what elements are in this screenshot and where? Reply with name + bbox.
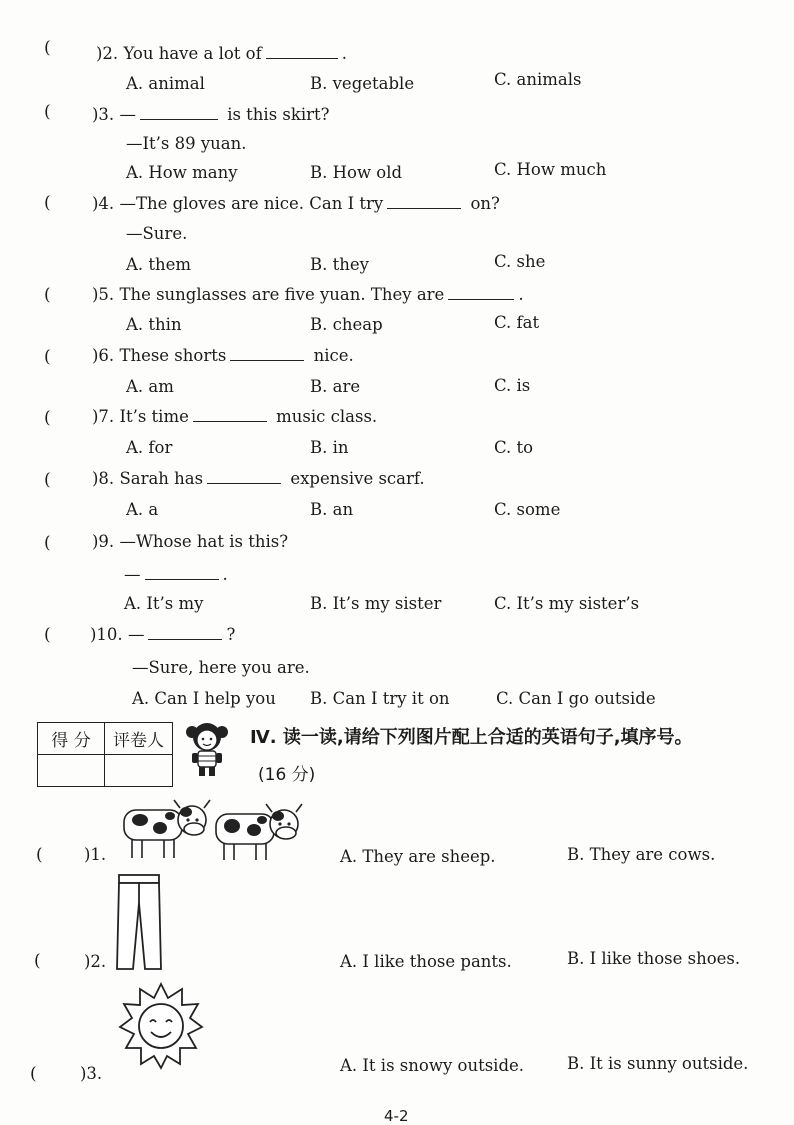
grader-cell[interactable] xyxy=(105,755,173,787)
page-number: 4-2 xyxy=(384,1107,409,1125)
grader-header: 评卷人 xyxy=(105,723,173,755)
question-number: )10. xyxy=(90,625,123,644)
question-text: —The gloves are nice. Can I try xyxy=(119,194,384,213)
question-text: It’s time xyxy=(119,407,189,426)
picture-question-number: )3. xyxy=(80,1064,103,1083)
answer-blank[interactable] xyxy=(140,105,218,120)
question-tail: expensive scarf. xyxy=(290,469,425,488)
option-b: B. Can I try it on xyxy=(310,689,450,708)
option-b: B. I like those shoes. xyxy=(567,949,741,968)
option-b: B. cheap xyxy=(310,315,383,334)
question-number: )8. xyxy=(92,469,115,488)
picture-question-number: )1. xyxy=(84,845,107,864)
question-text: The sunglasses are five yuan. They are xyxy=(119,285,445,304)
question-text: Sarah has xyxy=(119,469,204,488)
reply: —Sure. xyxy=(126,224,188,243)
option-c: C. animals xyxy=(494,70,582,89)
option-b: B. How old xyxy=(310,163,403,182)
answer-paren: ( xyxy=(44,102,51,122)
option-a: A. them xyxy=(126,255,192,274)
question-tail: . xyxy=(518,285,524,304)
option-b: B. It is sunny outside. xyxy=(567,1054,749,1073)
question-8 xyxy=(92,469,425,489)
option-c: C. fat xyxy=(494,313,540,332)
option-a: A. Can I help you xyxy=(132,689,276,708)
question-number: )2. xyxy=(96,44,119,63)
answer-blank[interactable] xyxy=(193,407,267,422)
answer-paren: ( xyxy=(44,533,51,553)
question-text: You have a lot of xyxy=(123,44,262,63)
reply: —It’s 89 yuan. xyxy=(126,134,247,153)
option-a: A. thin xyxy=(126,315,182,334)
question-text: is this skirt? xyxy=(227,105,330,124)
answer-paren: ( xyxy=(44,408,51,428)
option-b: B. vegetable xyxy=(310,74,415,93)
answer-paren: ( xyxy=(44,625,51,645)
question-number: )7. xyxy=(92,407,115,426)
question-tail: nice. xyxy=(313,346,354,365)
option-a: A. How many xyxy=(126,163,238,182)
cows-icon xyxy=(118,796,300,862)
score-header: 得 分 xyxy=(38,723,105,755)
dash: — xyxy=(119,105,136,124)
answer-blank[interactable] xyxy=(266,44,338,59)
question-9 xyxy=(92,532,288,552)
answer-blank[interactable] xyxy=(145,565,219,580)
question-number: )6. xyxy=(92,346,115,365)
question-10 xyxy=(90,625,235,645)
option-a: A. They are sheep. xyxy=(340,847,496,866)
answer-paren: ( xyxy=(44,285,51,305)
option-c: C. she xyxy=(494,252,546,271)
question-number: )3. xyxy=(92,105,115,124)
answer-paren: ( xyxy=(44,193,51,213)
option-b: B. They are cows. xyxy=(567,845,716,864)
question-7 xyxy=(92,407,377,427)
question-3 xyxy=(92,105,330,125)
question-4 xyxy=(92,194,500,214)
score-cell[interactable] xyxy=(38,755,105,787)
option-b: B. It’s my sister xyxy=(310,594,442,613)
score-table xyxy=(37,722,173,787)
question-number: )9. xyxy=(92,532,115,551)
option-c: C. It’s my sister’s xyxy=(494,594,640,613)
option-b: B. in xyxy=(310,438,349,457)
option-a: A. a xyxy=(126,500,159,519)
option-b: B. are xyxy=(310,377,361,396)
option-b: B. they xyxy=(310,255,369,274)
question-tail: ? xyxy=(226,625,236,644)
option-c: C. Can I go outside xyxy=(496,689,656,708)
option-a: A. for xyxy=(126,438,173,457)
answer-paren: ( xyxy=(36,845,43,865)
reply: —Sure, here you are. xyxy=(132,658,310,677)
question-number: )4. xyxy=(92,194,115,213)
answer-paren: ( xyxy=(34,951,41,971)
option-a: A. am xyxy=(126,377,174,396)
question-number: )5. xyxy=(92,285,115,304)
question-tail: music class. xyxy=(276,407,378,426)
pants-icon xyxy=(115,873,163,971)
answer-paren: ( xyxy=(30,1064,37,1084)
question-2 xyxy=(96,44,347,64)
question-tail: . xyxy=(341,44,347,63)
reply-tail: . xyxy=(222,565,228,584)
answer-paren: ( xyxy=(44,347,51,367)
answer-blank[interactable] xyxy=(448,285,514,300)
question-text: —Whose hat is this? xyxy=(119,532,289,551)
answer-blank[interactable] xyxy=(148,625,222,640)
answer-paren: ( xyxy=(44,470,51,490)
section-title: Ⅳ. 读一读,请给下列图片配上合适的英语句子,填序号。 xyxy=(250,727,693,748)
section-score: (16 分) xyxy=(258,765,316,785)
question-6 xyxy=(92,346,354,366)
sun-icon xyxy=(118,982,204,1068)
reply xyxy=(124,565,228,585)
dash: — xyxy=(127,625,145,644)
question-text: These shorts xyxy=(119,346,227,365)
dash: — xyxy=(124,565,141,584)
option-b: B. an xyxy=(310,500,354,519)
question-tail: on? xyxy=(470,194,500,213)
answer-blank[interactable] xyxy=(387,194,461,209)
answer-blank[interactable] xyxy=(207,469,281,484)
option-a: A. It’s my xyxy=(124,594,204,613)
option-c: C. some xyxy=(494,500,561,519)
option-a: A. It is snowy outside. xyxy=(340,1056,525,1075)
answer-blank[interactable] xyxy=(230,346,304,361)
option-a: A. animal xyxy=(126,74,205,93)
picture-question-number: )2. xyxy=(84,952,107,971)
option-c: C. is xyxy=(494,376,531,395)
option-a: A. I like those pants. xyxy=(340,952,512,971)
question-5 xyxy=(92,285,524,305)
option-c: C. to xyxy=(494,438,534,457)
answer-paren: ( xyxy=(44,38,51,58)
girl-mascot-icon xyxy=(184,720,230,780)
option-c: C. How much xyxy=(494,160,607,179)
